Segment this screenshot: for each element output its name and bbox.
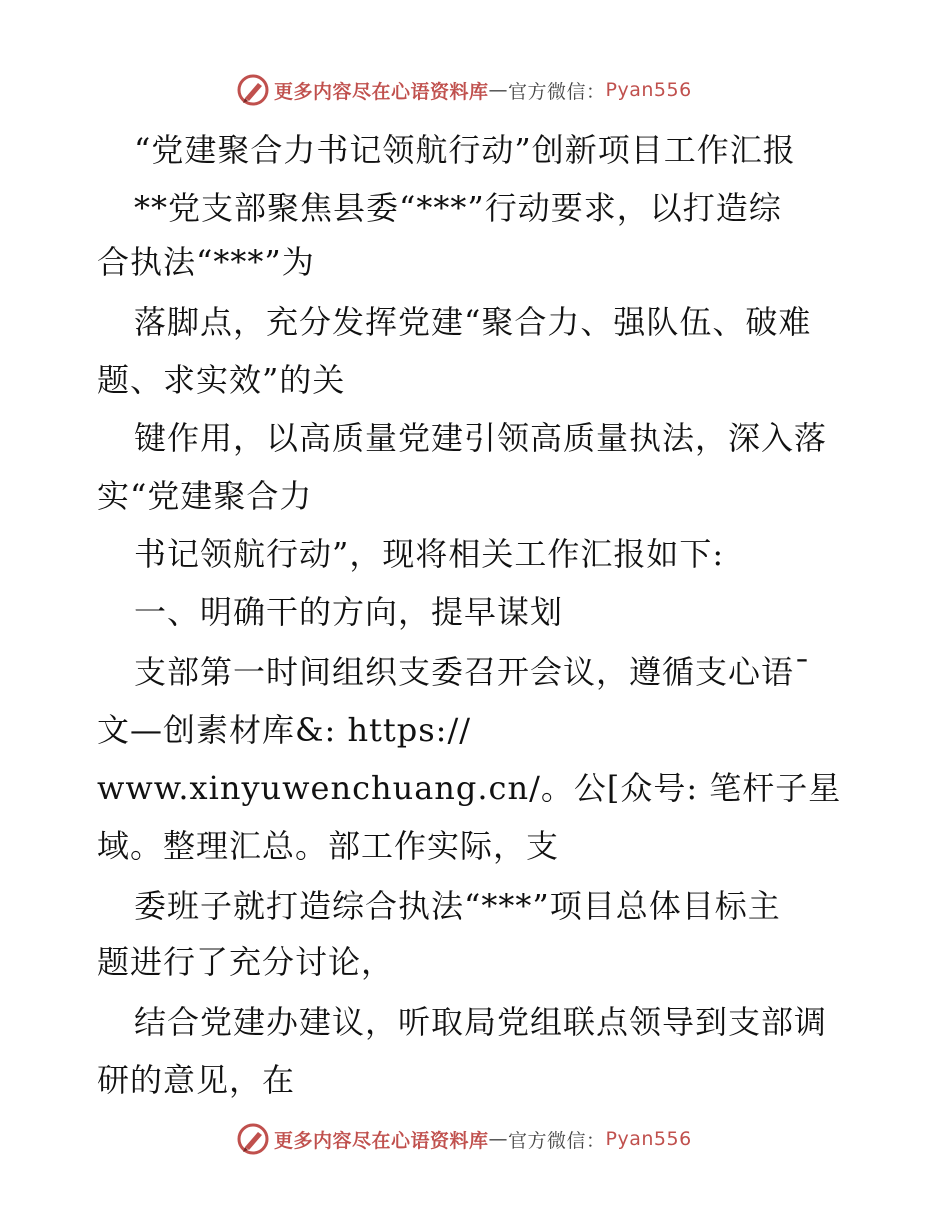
paragraph-line: www.xinyuwenchuang.cn/。公[众号: 笔杆子星 bbox=[97, 769, 842, 807]
paragraph-line: 结合党建办建议，听取局党组联点领导到支部调 bbox=[134, 1003, 828, 1041]
watermark-lead-text: 更多内容尽在心语资料库 bbox=[274, 80, 489, 103]
paragraph-line: 题进行了充分讨论， bbox=[97, 943, 395, 981]
watermark-brand: Pyan556 bbox=[605, 1128, 692, 1150]
watermark-lead-text: 更多内容尽在心语资料库 bbox=[274, 1129, 489, 1152]
paragraph-line: 实“党建聚合力 bbox=[97, 477, 313, 515]
paragraph-line: 题、求实效”的关 bbox=[97, 361, 346, 399]
paragraph-line: 委班子就打造综合执法“***”项目总体目标主 bbox=[134, 887, 781, 925]
paragraph-line: 支部第一时间组织支委召开会议，遵循支心语¯ bbox=[134, 653, 812, 691]
paragraph-line: 合执法“***”为 bbox=[97, 243, 315, 281]
section-heading: 一、明确干的方向，提早谋划 bbox=[134, 593, 564, 631]
document-title: “党建聚合力书记领航行动”创新项目工作汇报 bbox=[134, 131, 796, 169]
watermark-label: 官方微信： bbox=[508, 1129, 606, 1152]
paragraph-line: 域。整理汇总。部工作实际，支 bbox=[97, 827, 560, 865]
pen-logo-icon bbox=[236, 1122, 270, 1156]
watermark-dash: — bbox=[488, 1128, 509, 1150]
paragraph-line: 研的意见，在 bbox=[97, 1061, 296, 1099]
watermark-dash: — bbox=[488, 79, 509, 101]
watermark-label: 官方微信： bbox=[508, 80, 606, 103]
paragraph-line: 键作用，以高质量党建引领高质量执法，深入落 bbox=[134, 419, 828, 457]
header-watermark bbox=[236, 72, 692, 108]
watermark-brand: Pyan556 bbox=[605, 79, 692, 101]
footer-watermark bbox=[236, 1121, 692, 1157]
pen-logo-icon bbox=[236, 73, 270, 107]
paragraph-line: 文—创素材库&: https:// bbox=[97, 711, 472, 749]
paragraph-line: **党支部聚焦县委“***”行动要求，以打造综 bbox=[134, 189, 782, 227]
paragraph-line: 书记领航行动”，现将相关工作汇报如下: bbox=[134, 535, 725, 573]
paragraph-line: 落脚点，充分发挥党建“聚合力、强队伍、破难 bbox=[134, 303, 812, 341]
